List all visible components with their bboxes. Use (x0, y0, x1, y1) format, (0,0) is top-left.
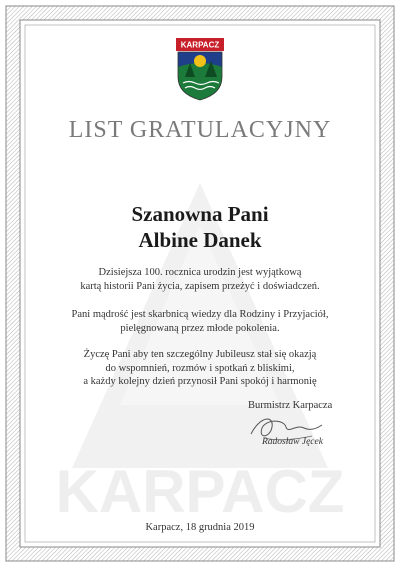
text-line: Życzę Pani aby ten szczególny Jubileusz stał się okazją (83, 349, 317, 360)
signer-role: Burmistrz Karpacza (248, 400, 333, 411)
karpacz-crest-logo (175, 37, 225, 101)
paragraph-wishes (0, 348, 400, 389)
text-line: kartą historii Pani życia, zapisem przeżyć i doświadczeń. (80, 280, 320, 292)
signer-name: Radosław Jęcek (262, 437, 323, 447)
text-line: Pani mądrość jest skarbnicą wiedzy dla Rodziny i Przyjaciół, (71, 309, 329, 320)
paragraph-wisdom (0, 308, 400, 335)
place-and-date: Karpacz, 18 grudnia 2019 (145, 522, 255, 533)
text-line: pielęgnowaną przez młode pokolenia. (120, 322, 280, 334)
salutation-line: Szanowna Pani (131, 202, 269, 226)
paragraph-anniversary (0, 266, 400, 293)
text-line: a każdy kolejny dzień przynosił Pani spokój i harmonię (83, 376, 317, 387)
watermark-text: KARPACZ (55, 458, 345, 525)
text-line: do wspomnień, rozmów i spotkań z bliskimi, (105, 362, 295, 374)
document-title: LIST GRATULACYJNY (68, 117, 332, 143)
crest-text: KARPACZ (180, 40, 220, 50)
text-line: Dzisiejsza 100. rocznica urodzin jest wyjątkową (98, 267, 302, 278)
recipient-name: Albine Danek (138, 228, 262, 252)
